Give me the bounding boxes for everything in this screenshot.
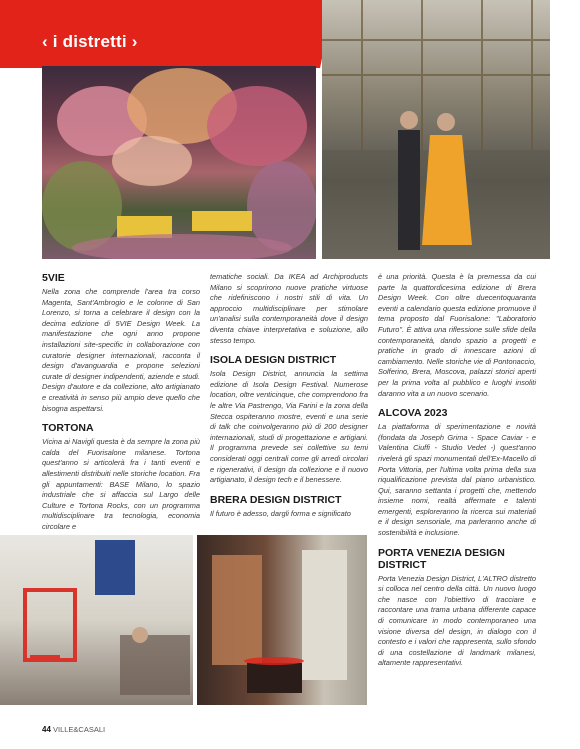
text-column-1: [42, 272, 200, 540]
heading-alcova: ALCOVA 2023: [378, 407, 448, 420]
paragraph-tortona-continued: tematiche sociali. Da IKEA ad Archiproducts Milano si scoprirono nuove pratiche virtuose che ridefiniscono i nostri stili di vita. Un approccio multidisciplinare per stimolare un'analisi sulla contemporaneità dove il design diventa chiave interpretativa e soluzione, allo stesso tempo.: [210, 272, 368, 345]
store-interior-illustration: [0, 535, 193, 705]
heading-isola: ISOLA DESIGN DISTRICT: [210, 354, 337, 367]
heading-tortona: TORTONA: [42, 422, 94, 435]
industrial-hall-illustration: [322, 0, 550, 259]
industrial-hall-photo: [322, 0, 550, 259]
paragraph-porta-venezia: Porta Venezia Design District, L'ALTRO distretto si colloca nel centro della città. Un nuovo luogo che nasce con l'obiettivo di tracciare e raccontare una trama urbana differente capace di comunicare in modo contemporaneo una visione diversa del design, in dialogo con il contesto e i valori che rappresenta, sullo sfondo di una costellazione di landmark milanesi, altamente rappresentativi.: [378, 573, 536, 668]
paragraph-alcova: La piattaforma di sperimentazione e novità (fondata da Joseph Grima - Space Caviar - e Valentina Ciuffi - Studio Vedet -) quest'anno rivelerà gli spazi monumentali dell'Ex-Macello di Porta Vittoria, per l'ultima volta prima della sua riqualificazione prevista dal piano urbanistico. Qui, saranno settanta i progetti che, mettendo insieme nomi, realtà affermate e talenti emergenti, esploreranno la ricerca sui materiali e il design sensoriale, ma parleranno anche di sostenibilità e inclusione.: [378, 422, 536, 538]
magazine-name: VILLE&CASALI: [53, 725, 106, 734]
heading-5vie: 5VIE: [42, 272, 65, 284]
flower-installation-illustration: [42, 66, 316, 259]
text-column-3: [378, 272, 536, 677]
paragraph-tortona: Vicina ai Navigli questa è da sempre la zona più calda del Fuorisalone milanese. Tortona quest'anno si articolerà fra i tanti eventi e allestimenti distribuiti nelle storiche location. Fra gli appuntamenti: BASE Milano, lo spazio industriale che si affaccia sul Largo delle Culture e Tortona Rocks, con un programma multidisciplinare tra tecnologia, economia circolare e: [42, 437, 200, 531]
paragraph-isola: Isola Design District, annuncia la settima edizione di Isola Design Festival. Numerose location, oltre venticinque, che comprendono fra le altre Via Pastrengo, Via Farini e la zona della Stecca ospiteranno mostre, eventi e una serie di talk che coinvolgeranno più di 200 designer internazionali, studi di progettazione e artigiani. Il programma prevede sei collettive su temi considerati oggi centrali come gli arredi circolari e rigenerativi, il design da collezione e il nuovo artigianato, il design tech e il benessere.: [210, 369, 368, 485]
paragraph-brera-continued: è una priorità. Questa è la premessa da cui parte la quattordicesima edizione di Brera Design Week. Con oltre duecentoquaranta eventi a calendario questa edizione promuove il tema proposto dal Fuorisalone: "Laboratorio Futuro". È attiva una riflessione sulle sfide della contemporaneità, dando spazio a progetti e pratiche in grado di innescare azioni di cambiamento. Nelle storiche vie di Pontonaccio, Solferino, Brera, Moscova, palazzi storici aperti per la prima volta al pubblico e luoghi insoliti daranno vita a un nuovo scenario.: [378, 272, 536, 398]
text-column-2: [210, 272, 368, 527]
heading-brera: BRERA DESIGN DISTRICT: [210, 493, 342, 506]
design-room-photo: [197, 535, 367, 705]
page-footer: [42, 725, 105, 734]
store-interior-photo: [0, 535, 193, 705]
design-room-illustration: [197, 535, 367, 705]
paragraph-5vie: Nella zona che comprende l'area tra corso Magenta, Sant'Ambrogio e le colonne di San Lorenzo, si torna a celebrare il design con la decima edizione di 5VIE Design Week. La manifestazione che ogni anno propone installazioni site-specific in collaborazione con curatorie designer internazionali, racconta il design d'avanguardia e propone selezioni curate di designer indipendenti, aziende e studi. Design d'autore e da collezione, alto artigianato e creatività in senso più ampio deve quello che bisogna aspettarsi.: [42, 287, 200, 413]
page-number: 44: [42, 725, 51, 734]
section-tag: ‹ i distretti ›: [42, 32, 138, 51]
paragraph-brera: Il futuro è adesso, dargli forma e significato: [210, 508, 351, 518]
flower-installation-photo: [42, 66, 316, 259]
heading-porta-venezia: PORTA VENEZIA DESIGN DISTRICT: [378, 546, 505, 571]
